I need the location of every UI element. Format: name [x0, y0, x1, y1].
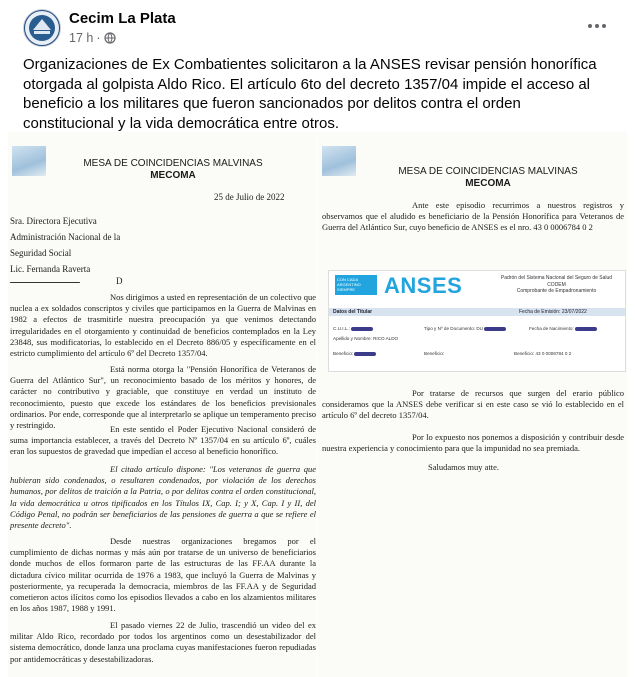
- letter-closing: Saludamos muy atte.: [428, 462, 500, 472]
- letter-paragraph-3: En este sentido el Poder Ejecutivo Nacional consideró de suma importancia establecer, a través del Decreto Nº 1357/04 en su artículo 6º, cuáles eran los supuestos de gravedad que impedían el acceso al beneficio honorífico.: [10, 424, 316, 457]
- letter-paragraph-2: Por tratarse de recursos que surgen del erario público consideramos que la ANSES debe verificar si en este caso se vió lo establecido en el artículo 6º del decreto 1357/04.: [322, 388, 624, 421]
- letter-paragraph-1: Nos dirigimos a usted en representación de un colectivo que nuclea a ex soldados conscriptos y civiles que participamos en la Guerra de Malvinas en 1982 a efectos de trasmitirle nuestra preocupación ya que venimos detectando irregularidades en el otorgamiento y continuidad de beneficios contemplados en la Ley 23848, sus modificatorias, lo establecido en el Decreto 886/05 y específicamente en el estricto cumplimiento del artículo 6º del Decreto 1357/04.: [10, 292, 316, 359]
- anses-row-benefit-3: [514, 351, 571, 356]
- page-name[interactable]: Cecim La Plata: [69, 10, 176, 27]
- anses-row-benefit: [333, 351, 376, 356]
- letter-paragraph-4: El citado artículo dispone: "Los veteranos de guerra que hubieran sido condenados, o resultaren condenados, por violación de los derechos humanos, por delitos de traición a la Patria, o por delitos contra el orden constitucional, la vida democrática u otros tipificados en los Títulos IX, Cap. I; y X, Cap. I y II, del Código Penal, no podrán ser beneficiarios de las pensiones de guerra a que se refiere el presente decreto".: [10, 464, 316, 531]
- anses-section-bar: [329, 308, 625, 316]
- post-time[interactable]: 17 h: [69, 31, 94, 45]
- anses-section-title: Datos del Titular: [333, 309, 373, 315]
- name-label: Apellido y Nombre:: [333, 336, 372, 341]
- anses-header: [494, 275, 619, 295]
- letter-page-2: [318, 132, 627, 677]
- letter-paragraph-5: Desde nuestras organizaciones bregamos por el cumplimiento de dichas normas y más aún por tratarse de un universo de beneficiarios donde muchos de ellos formaron parte de las estructuras de las FF.AA durante la dictadura cívico militar ocurrida de 1976 a 1983, que incluyó la Guerra de Malvinas y posteriormente, ya recuperada la democracia, miembros de las FF.AA y de Seguridad cometieron actos ilícitos como los episodios llevados a cabo en los alzamientos militares en los años 1987, 1988 y 1991.: [10, 536, 316, 614]
- benefit-label: Beneficio:: [424, 351, 445, 356]
- anses-row-benefit-2: [424, 351, 444, 356]
- anses-emission: [519, 308, 587, 316]
- redaction-mark: [484, 327, 506, 331]
- addressee-line-5: D: [116, 276, 123, 286]
- addressee-line-2: Administración Nacional de la: [10, 232, 121, 242]
- emission-date: 23/07/2022: [561, 309, 587, 315]
- letter-paragraph-1: Ante este episodio recurrimos a nuestros registros y observamos que el aludido es beneficiario de la Pensión Honorífica para Veteranos de Guerra del Atlántico Sur, cuyo beneficio de ANSES es el nro. 43 0 0006784 0 2: [322, 200, 624, 233]
- anses-logo: ANSES: [384, 273, 463, 298]
- cuil-label: C.U.I.L.:: [333, 326, 350, 331]
- doc-type-value: DU: [476, 326, 483, 331]
- addressee-line-3: Seguridad Social: [10, 248, 72, 258]
- redacted-line: [10, 282, 80, 283]
- letter-title: MESA DE COINCIDENCIAS MALVINAS: [83, 158, 263, 169]
- letter-page-1: [8, 132, 317, 677]
- mecoma-logo: [12, 146, 46, 176]
- anses-row-birth: [529, 326, 597, 331]
- anses-header-line: Comprobante de Empadronamiento: [516, 288, 597, 294]
- letter-paragraph-3: Por lo expuesto nos ponemos a disposición y contribuir desde nuestra experiencia y conocimiento para que la impunidad no sea premiada.: [322, 432, 624, 454]
- doc-type-label: Tipo y Nº de Documento:: [424, 326, 476, 331]
- emission-label: Fecha de Emisión:: [519, 309, 561, 315]
- redaction-mark: [354, 352, 376, 356]
- page-avatar[interactable]: [23, 9, 61, 47]
- post-image[interactable]: [8, 132, 627, 677]
- mecoma-logo: [322, 146, 356, 176]
- letter-paragraph-6: El pasado viernes 22 de Julio, trascendió un video del ex militar Aldo Rico, recordado por todos los argentinos como un desestabilizador del sistema democrático, donde lanza una proclama cuyas manifestaciones fueron repudiadas por antidemocráticas y desestabilizadoras.: [10, 620, 316, 664]
- letter-subtitle: MECOMA: [150, 170, 196, 181]
- anses-certificate: [328, 270, 626, 372]
- post-header: [0, 0, 635, 52]
- post-text: Organizaciones de Ex Combatientes solicitaron a la ANSES revisar pensión honorífica otorgada al golpista Aldo Rico. El artículo 6to del decreto 1357/04 impide el acceso al beneficio a los militares que fueron sancionados por delitos contra el orden constitucional y la vida democrática entre otros.: [23, 56, 597, 132]
- addressee-line-4: Lic. Fernanda Raverta: [10, 264, 91, 274]
- anses-row-cuil: [333, 326, 373, 331]
- addressee-line-1: Sra. Directora Ejecutiva: [10, 216, 97, 226]
- anses-header-line: CODEM: [547, 281, 566, 288]
- letter-date: 25 de Julio de 2022: [214, 192, 285, 202]
- anses-badge: CON CADA ARGENTINO SIEMPRE: [335, 275, 377, 295]
- letter-title: MESA DE COINCIDENCIAS MALVINAS: [398, 166, 578, 177]
- benefit-label: Beneficio:: [514, 351, 535, 356]
- anses-row-name: [333, 336, 398, 341]
- letter-paragraph-2: Está norma otorga la "Pensión Honorífica de Veteranos de Guerra del Atlántico Sur", un reconocimiento basado de los méritos y honores, de carácter no contributivo y graciable, que constituye en verdad un instituto de reconocimiento, puesto que excede los estándares de los beneficios previsionales ordinarios. Por ende, corresponde que al interpretarlo se aplique un temperamento preciso y restringido.: [10, 364, 316, 431]
- post-meta: [69, 31, 116, 45]
- cecim-logo-icon: [24, 10, 60, 46]
- letter-subtitle: MECOMA: [465, 178, 511, 189]
- birth-label: Fecha de Nacimiento:: [529, 326, 574, 331]
- anses-row-doc: [424, 326, 506, 331]
- benefit-label: Beneficio:: [333, 351, 354, 356]
- redaction-mark: [351, 327, 373, 331]
- globe-icon: [104, 32, 116, 44]
- name-value: RICO ALDO: [373, 336, 399, 341]
- redaction-mark: [575, 327, 597, 331]
- benefit-value: 43 0 0006784 0 2: [535, 351, 572, 356]
- more-options-icon[interactable]: [583, 12, 611, 40]
- anses-header-line: Padrón del Sistema Nacional del Seguro de Salud: [500, 275, 613, 281]
- meta-separator: ·: [96, 31, 101, 45]
